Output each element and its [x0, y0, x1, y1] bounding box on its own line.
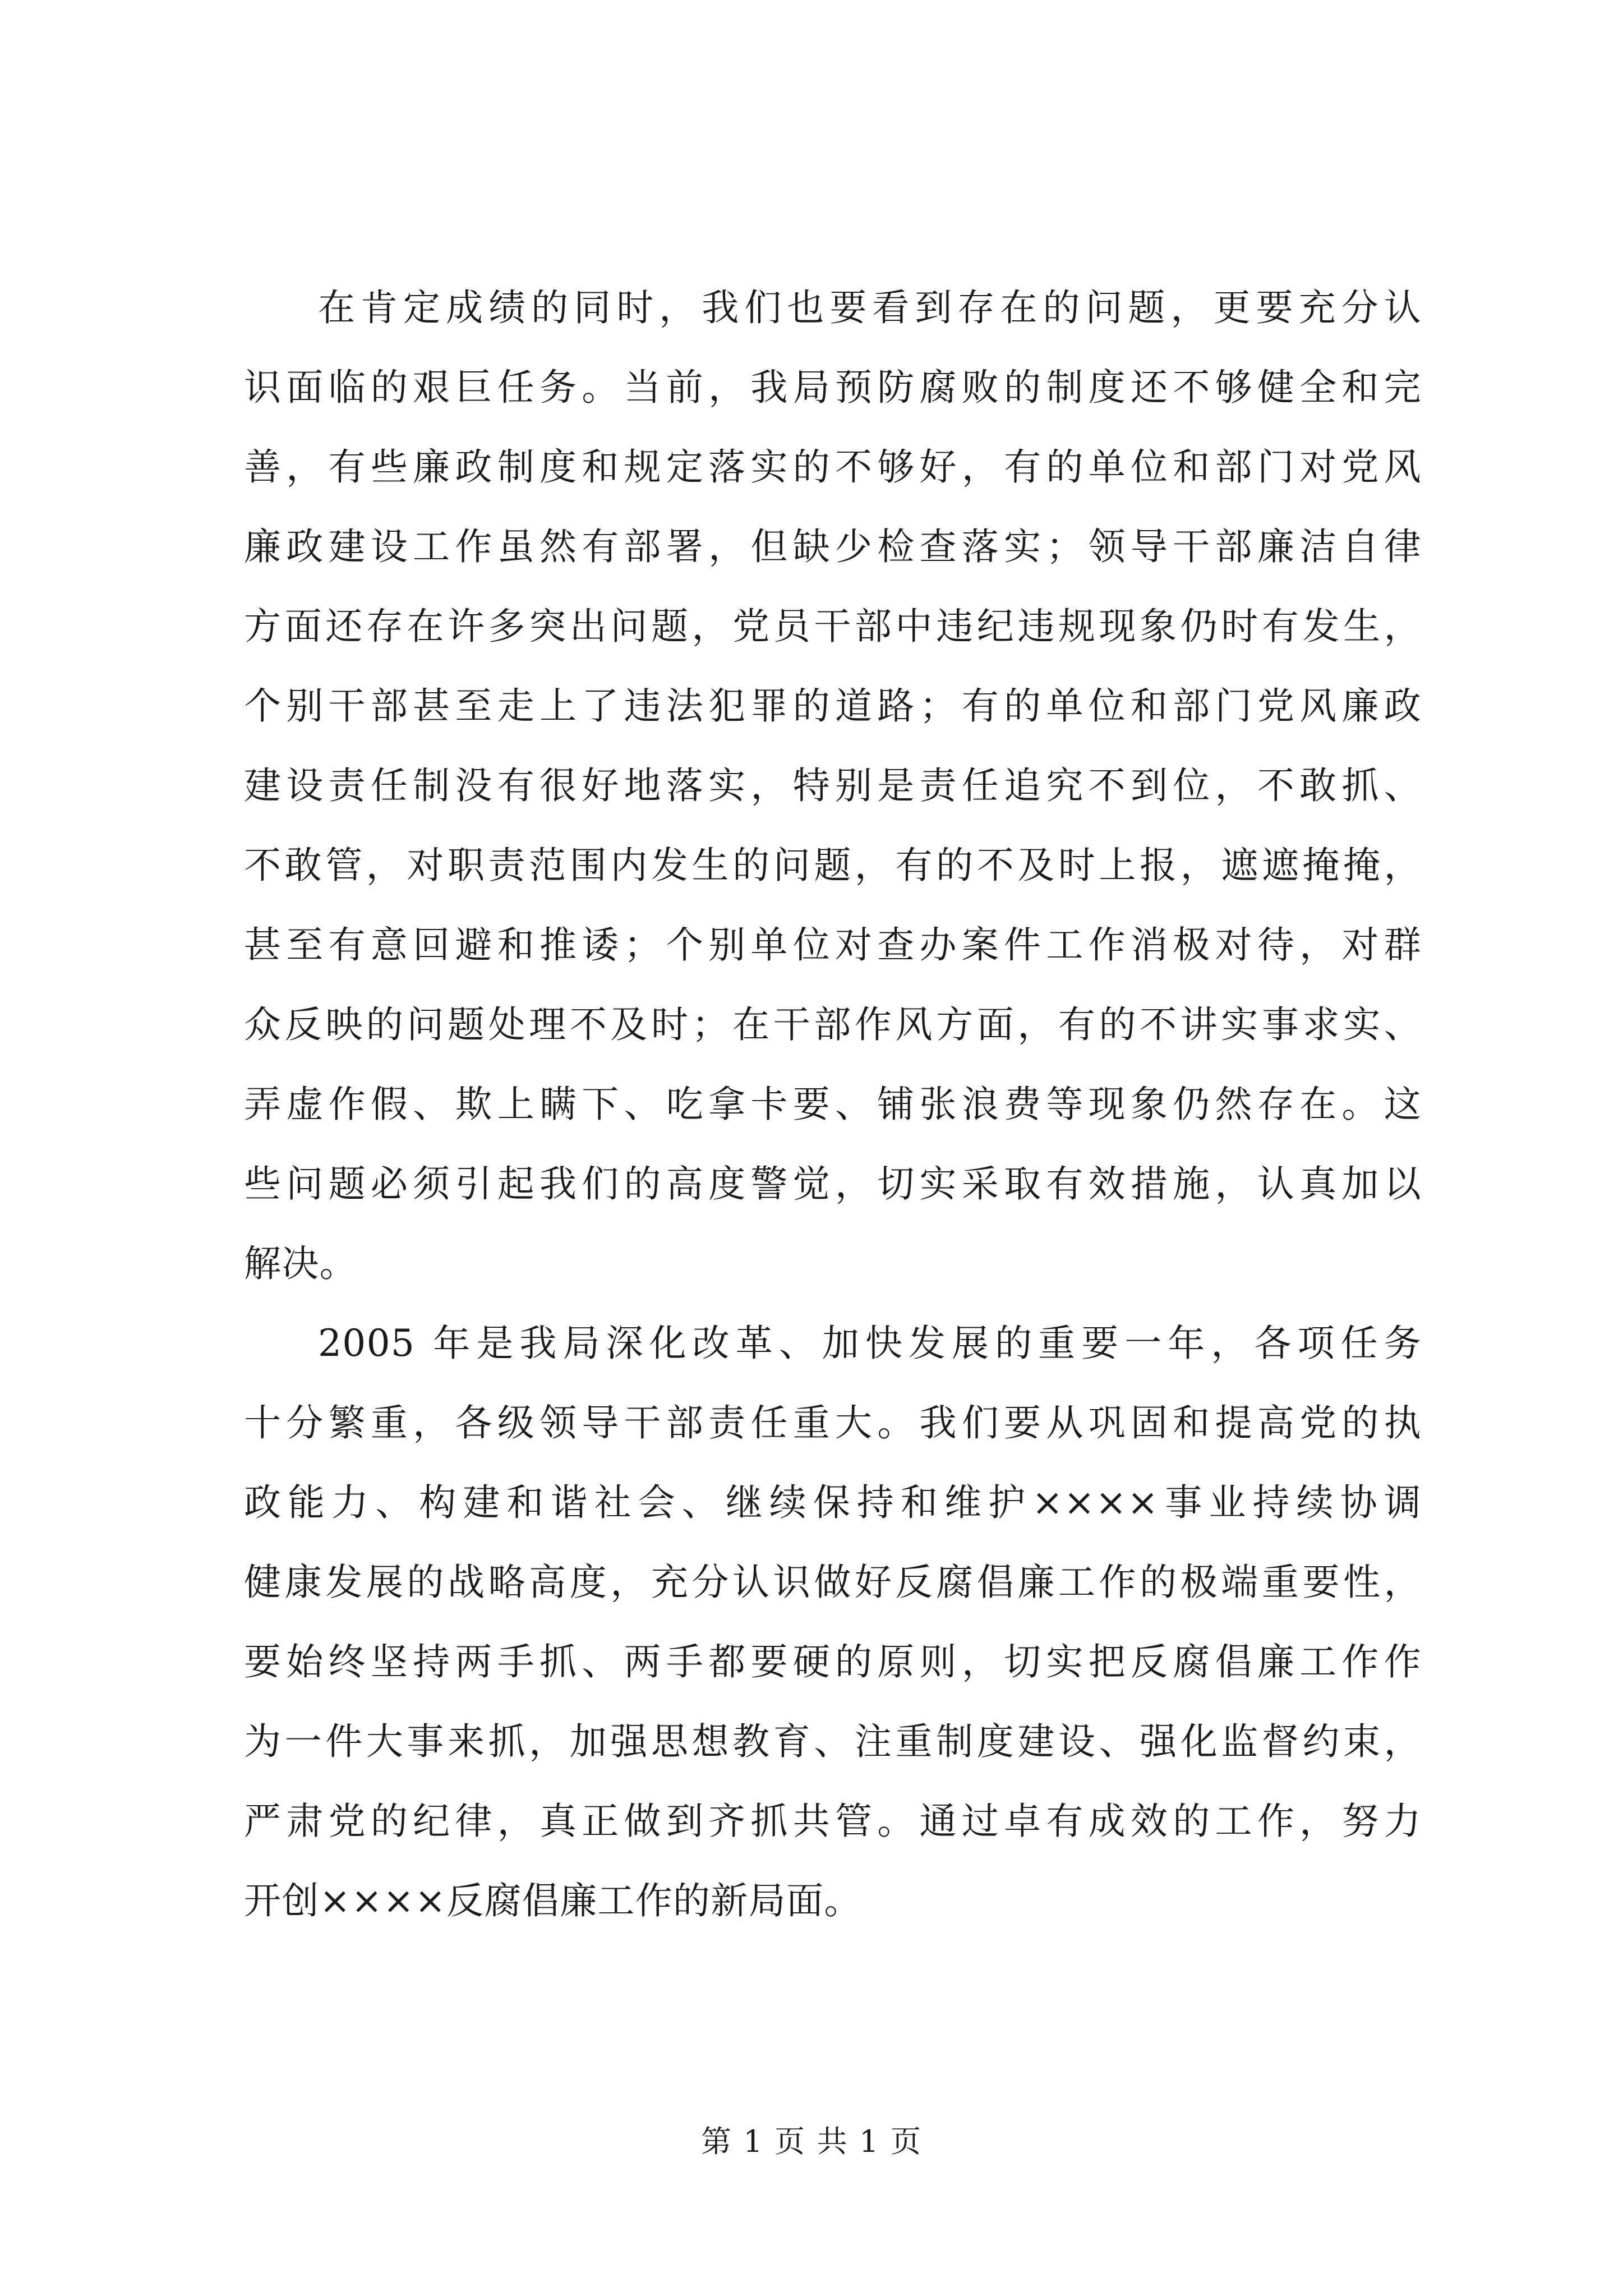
paragraph-2-line-5: 要始终坚持两手抓、两手都要硬的原则，切实把反腐倡廉工作作 — [244, 1640, 1422, 1683]
paragraph-2-line-3: 政能力、构建和谐社会、继续保持和维护××××事业持续协调 — [244, 1481, 1422, 1524]
paragraph-1-line-7: 建设责任制没有很好地落实，特别是责任追究不到位，不敢抓、 — [244, 764, 1422, 807]
paragraph-1-line-2: 识面临的艰巨任务。当前，我局预防腐败的制度还不够健全和完 — [244, 366, 1422, 409]
paragraph-1-line-8: 不敢管，对职责范围内发生的问题，有的不及时上报，遮遮掩掩， — [244, 844, 1422, 887]
page-footer — [0, 2118, 1623, 2161]
paragraph-1-line-11: 弄虚作假、欺上瞒下、吃拿卡要、铺张浪费等现象仍然存在。这 — [244, 1083, 1422, 1126]
paragraph-2-line-1: 2005 年是我局深化改革、加快发展的重要一年，各项任务 — [318, 1322, 1422, 1365]
paragraph-1-line-5: 方面还存在许多突出问题，党员干部中违纪违规现象仍时有发生， — [244, 605, 1422, 648]
document-body — [244, 268, 1422, 1941]
page-number-label: 第 1 页 共 1 页 — [700, 2124, 923, 2159]
paragraph-2-line-2: 十分繁重，各级领导干部责任重大。我们要从巩固和提高党的执 — [244, 1401, 1422, 1444]
paragraph-2-line-6: 为一件大事来抓，加强思想教育、注重制度建设、强化监督约束， — [244, 1720, 1422, 1763]
paragraph-2-line-8: 开创××××反腐倡廉工作的新局面。 — [244, 1879, 862, 1922]
paragraph-1-line-1: 在肯定成绩的同时，我们也要看到存在的问题，更要充分认 — [318, 286, 1422, 329]
paragraph-1-line-10: 众反映的问题处理不及时；在干部作风方面，有的不讲实事求实、 — [244, 1003, 1422, 1046]
paragraph-2-line-4: 健康发展的战略高度，充分认识做好反腐倡廉工作的极端重要性， — [244, 1561, 1422, 1604]
paragraph-1-line-12: 些问题必须引起我们的高度警觉，切实采取有效措施，认真加以 — [244, 1162, 1422, 1205]
paragraph-1-line-9: 甚至有意回避和推诿；个别单位对查办案件工作消极对待，对群 — [244, 923, 1422, 967]
paragraph-1-line-3: 善，有些廉政制度和规定落实的不够好，有的单位和部门对党风 — [244, 445, 1422, 489]
paragraph-1-line-4: 廉政建设工作虽然有部署，但缺少检查落实；领导干部廉洁自律 — [244, 525, 1422, 568]
paragraph-1-line-13: 解决。 — [244, 1242, 357, 1285]
paragraph-2-line-7: 严肃党的纪律，真正做到齐抓共管。通过卓有成效的工作，努力 — [244, 1800, 1422, 1843]
paragraph-1-line-6: 个别干部甚至走上了违法犯罪的道路；有的单位和部门党风廉政 — [244, 684, 1422, 728]
